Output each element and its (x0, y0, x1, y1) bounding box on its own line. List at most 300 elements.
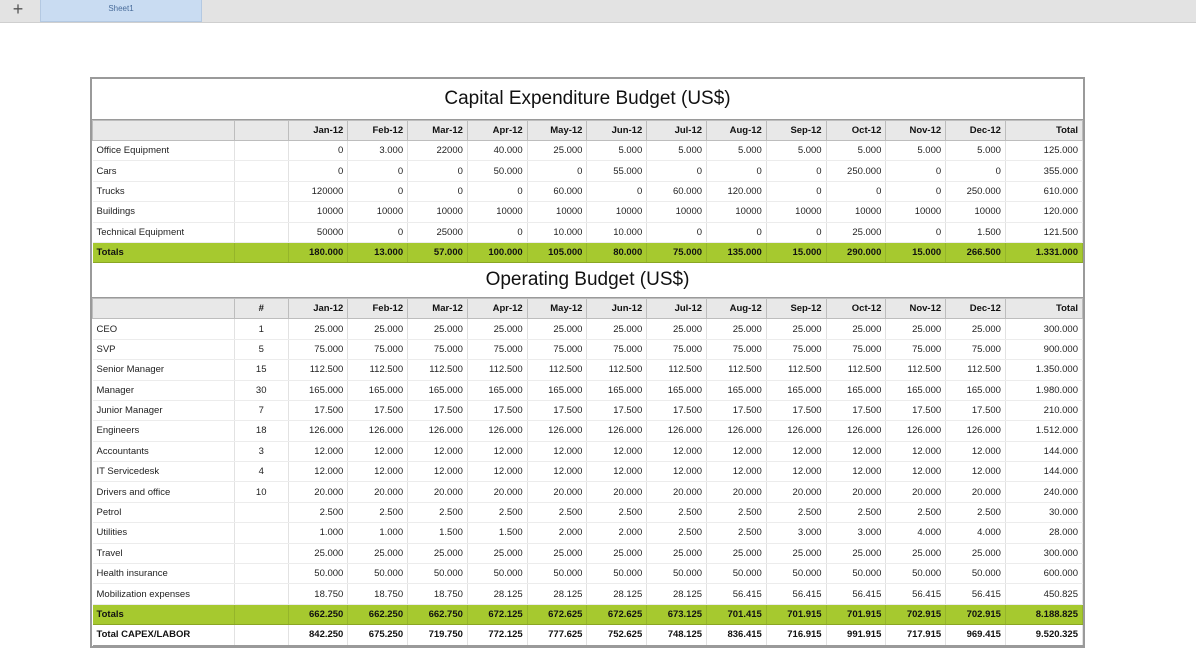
value-cell[interactable]: 50.000 (467, 564, 527, 584)
value-cell[interactable]: 20.000 (886, 482, 946, 502)
row-total-cell[interactable]: 144.000 (1005, 462, 1082, 482)
value-cell[interactable]: 25.000 (707, 543, 767, 563)
value-cell[interactable]: 75.000 (826, 339, 886, 359)
value-cell[interactable]: 290.000 (826, 242, 886, 262)
row-total-cell[interactable]: 300.000 (1005, 319, 1082, 339)
value-cell[interactable]: 50.000 (946, 564, 1006, 584)
row-total-cell[interactable]: 1.350.000 (1005, 360, 1082, 380)
value-cell[interactable]: 25.000 (826, 319, 886, 339)
value-cell[interactable]: 56.415 (826, 584, 886, 604)
value-cell[interactable]: 2.500 (647, 523, 707, 543)
value-cell[interactable]: 0 (886, 181, 946, 201)
row-count-cell[interactable]: 5 (234, 339, 288, 359)
row-total-cell[interactable]: 120.000 (1005, 202, 1082, 222)
value-cell[interactable]: 75.000 (766, 339, 826, 359)
tab-sheet1[interactable]: Sheet1 (40, 0, 202, 22)
value-cell[interactable]: 75.000 (647, 242, 707, 262)
value-cell[interactable]: 20.000 (946, 482, 1006, 502)
row-total-cell[interactable]: 121.500 (1005, 222, 1082, 242)
value-cell[interactable]: 250.000 (826, 161, 886, 181)
value-cell[interactable]: 701.415 (707, 604, 767, 624)
row-label-cell[interactable]: Senior Manager (93, 360, 235, 380)
header-month-cell[interactable]: Jan-12 (288, 299, 348, 319)
row-count-cell[interactable] (234, 523, 288, 543)
value-cell[interactable]: 5.000 (766, 141, 826, 161)
row-count-cell[interactable] (234, 604, 288, 624)
value-cell[interactable]: 180.000 (288, 242, 348, 262)
value-cell[interactable]: 12.000 (707, 441, 767, 461)
value-cell[interactable]: 25.000 (647, 319, 707, 339)
value-cell[interactable]: 75.000 (467, 339, 527, 359)
value-cell[interactable]: 25.000 (408, 543, 468, 563)
value-cell[interactable]: 5.000 (886, 141, 946, 161)
value-cell[interactable]: 12.000 (288, 441, 348, 461)
header-month-cell[interactable]: Sep-12 (766, 121, 826, 141)
value-cell[interactable]: 2.500 (288, 502, 348, 522)
value-cell[interactable]: 50.000 (408, 564, 468, 584)
value-cell[interactable]: 0 (766, 161, 826, 181)
header-count-cell[interactable] (234, 121, 288, 141)
value-cell[interactable]: 17.500 (826, 400, 886, 420)
value-cell[interactable]: 25.000 (348, 319, 408, 339)
value-cell[interactable]: 2.500 (766, 502, 826, 522)
row-total-cell[interactable]: 450.825 (1005, 584, 1082, 604)
row-count-cell[interactable] (234, 161, 288, 181)
value-cell[interactable]: 135.000 (707, 242, 767, 262)
value-cell[interactable]: 20.000 (587, 482, 647, 502)
value-cell[interactable]: 662.250 (348, 604, 408, 624)
value-cell[interactable]: 25.000 (348, 543, 408, 563)
row-label-cell[interactable]: Accountants (93, 441, 235, 461)
value-cell[interactable]: 60.000 (647, 181, 707, 201)
value-cell[interactable]: 10.000 (527, 222, 587, 242)
header-month-cell[interactable]: Jul-12 (647, 299, 707, 319)
value-cell[interactable]: 17.500 (886, 400, 946, 420)
value-cell[interactable]: 50.000 (288, 564, 348, 584)
value-cell[interactable]: 25.000 (886, 319, 946, 339)
value-cell[interactable]: 0 (348, 161, 408, 181)
value-cell[interactable]: 4.000 (946, 523, 1006, 543)
value-cell[interactable]: 10000 (587, 202, 647, 222)
header-month-cell[interactable]: Sep-12 (766, 299, 826, 319)
value-cell[interactable]: 673.125 (647, 604, 707, 624)
row-total-cell[interactable]: 30.000 (1005, 502, 1082, 522)
value-cell[interactable]: 0 (408, 161, 468, 181)
value-cell[interactable]: 15.000 (886, 242, 946, 262)
value-cell[interactable]: 165.000 (527, 380, 587, 400)
row-label-cell[interactable]: Trucks (93, 181, 235, 201)
value-cell[interactable]: 75.000 (288, 339, 348, 359)
value-cell[interactable]: 10000 (946, 202, 1006, 222)
value-cell[interactable]: 2.500 (886, 502, 946, 522)
value-cell[interactable]: 18.750 (408, 584, 468, 604)
value-cell[interactable]: 2.500 (707, 523, 767, 543)
row-count-cell[interactable] (234, 564, 288, 584)
value-cell[interactable]: 672.625 (587, 604, 647, 624)
value-cell[interactable]: 12.000 (527, 441, 587, 461)
value-cell[interactable]: 0 (467, 181, 527, 201)
row-count-cell[interactable]: 18 (234, 421, 288, 441)
value-cell[interactable]: 5.000 (826, 141, 886, 161)
value-cell[interactable]: 25.000 (826, 222, 886, 242)
value-cell[interactable]: 12.000 (826, 441, 886, 461)
value-cell[interactable]: 2.500 (587, 502, 647, 522)
row-label-cell[interactable]: Totals (93, 604, 235, 624)
value-cell[interactable]: 12.000 (946, 462, 1006, 482)
value-cell[interactable]: 50.000 (886, 564, 946, 584)
value-cell[interactable]: 120000 (288, 181, 348, 201)
value-cell[interactable]: 250.000 (946, 181, 1006, 201)
value-cell[interactable]: 20.000 (826, 482, 886, 502)
value-cell[interactable]: 0 (587, 181, 647, 201)
value-cell[interactable]: 112.500 (647, 360, 707, 380)
value-cell[interactable]: 60.000 (527, 181, 587, 201)
value-cell[interactable]: 10000 (467, 202, 527, 222)
value-cell[interactable]: 18.750 (288, 584, 348, 604)
header-month-cell[interactable]: Jan-12 (288, 121, 348, 141)
row-count-cell[interactable] (234, 543, 288, 563)
value-cell[interactable]: 0 (647, 222, 707, 242)
value-cell[interactable]: 0 (348, 222, 408, 242)
value-cell[interactable]: 126.000 (826, 421, 886, 441)
value-cell[interactable]: 126.000 (467, 421, 527, 441)
header-month-cell[interactable]: Nov-12 (886, 299, 946, 319)
row-label-cell[interactable]: Manager (93, 380, 235, 400)
value-cell[interactable]: 165.000 (408, 380, 468, 400)
value-cell[interactable]: 0 (348, 181, 408, 201)
row-label-cell[interactable]: Travel (93, 543, 235, 563)
row-total-cell[interactable]: 1.512.000 (1005, 421, 1082, 441)
row-label-cell[interactable]: Junior Manager (93, 400, 235, 420)
value-cell[interactable]: 75.000 (647, 339, 707, 359)
value-cell[interactable]: 17.500 (288, 400, 348, 420)
value-cell[interactable]: 112.500 (587, 360, 647, 380)
value-cell[interactable]: 3.000 (766, 523, 826, 543)
value-cell[interactable]: 701.915 (766, 604, 826, 624)
value-cell[interactable]: 165.000 (886, 380, 946, 400)
value-cell[interactable]: 18.750 (348, 584, 408, 604)
value-cell[interactable]: 752.625 (587, 625, 647, 645)
value-cell[interactable]: 20.000 (527, 482, 587, 502)
value-cell[interactable]: 20.000 (707, 482, 767, 502)
value-cell[interactable]: 50.000 (826, 564, 886, 584)
value-cell[interactable]: 5.000 (647, 141, 707, 161)
value-cell[interactable]: 112.500 (946, 360, 1006, 380)
value-cell[interactable]: 25.000 (647, 543, 707, 563)
value-cell[interactable]: 12.000 (348, 441, 408, 461)
header-month-cell[interactable]: Mar-12 (408, 121, 468, 141)
value-cell[interactable]: 0 (946, 161, 1006, 181)
value-cell[interactable]: 672.625 (527, 604, 587, 624)
row-total-cell[interactable]: 28.000 (1005, 523, 1082, 543)
value-cell[interactable]: 1.500 (408, 523, 468, 543)
header-month-cell[interactable]: Aug-12 (707, 121, 767, 141)
value-cell[interactable]: 2.500 (707, 502, 767, 522)
value-cell[interactable]: 25.000 (587, 319, 647, 339)
value-cell[interactable]: 10000 (288, 202, 348, 222)
value-cell[interactable]: 0 (288, 161, 348, 181)
value-cell[interactable]: 55.000 (587, 161, 647, 181)
row-total-cell[interactable]: 240.000 (1005, 482, 1082, 502)
value-cell[interactable]: 12.000 (587, 441, 647, 461)
value-cell[interactable]: 25.000 (946, 543, 1006, 563)
row-label-cell[interactable]: Totals (93, 242, 235, 262)
value-cell[interactable]: 672.125 (467, 604, 527, 624)
value-cell[interactable]: 17.500 (527, 400, 587, 420)
value-cell[interactable]: 126.000 (587, 421, 647, 441)
row-total-cell[interactable]: 610.000 (1005, 181, 1082, 201)
value-cell[interactable]: 25.000 (467, 319, 527, 339)
row-count-cell[interactable] (234, 181, 288, 201)
value-cell[interactable]: 2.000 (527, 523, 587, 543)
value-cell[interactable]: 1.500 (946, 222, 1006, 242)
value-cell[interactable]: 0 (707, 222, 767, 242)
value-cell[interactable]: 701.915 (826, 604, 886, 624)
value-cell[interactable]: 0 (766, 222, 826, 242)
value-cell[interactable]: 1.500 (467, 523, 527, 543)
value-cell[interactable]: 2.500 (946, 502, 1006, 522)
row-total-cell[interactable]: 300.000 (1005, 543, 1082, 563)
value-cell[interactable]: 25000 (408, 222, 468, 242)
value-cell[interactable]: 662.750 (408, 604, 468, 624)
row-label-cell[interactable]: Office Equipment (93, 141, 235, 161)
row-total-cell[interactable]: 144.000 (1005, 441, 1082, 461)
row-count-cell[interactable] (234, 202, 288, 222)
value-cell[interactable]: 772.125 (467, 625, 527, 645)
value-cell[interactable]: 0 (647, 161, 707, 181)
value-cell[interactable]: 20.000 (348, 482, 408, 502)
value-cell[interactable]: 2.500 (826, 502, 886, 522)
row-total-cell[interactable]: 1.980.000 (1005, 380, 1082, 400)
value-cell[interactable]: 12.000 (408, 441, 468, 461)
value-cell[interactable]: 165.000 (766, 380, 826, 400)
value-cell[interactable]: 75.000 (408, 339, 468, 359)
value-cell[interactable]: 25.000 (826, 543, 886, 563)
value-cell[interactable]: 0 (886, 222, 946, 242)
value-cell[interactable]: 28.125 (587, 584, 647, 604)
value-cell[interactable]: 165.000 (467, 380, 527, 400)
value-cell[interactable]: 25.000 (587, 543, 647, 563)
value-cell[interactable]: 28.125 (647, 584, 707, 604)
value-cell[interactable]: 20.000 (467, 482, 527, 502)
value-cell[interactable]: 12.000 (408, 462, 468, 482)
value-cell[interactable]: 165.000 (348, 380, 408, 400)
value-cell[interactable]: 126.000 (647, 421, 707, 441)
value-cell[interactable]: 0 (826, 181, 886, 201)
row-total-cell[interactable]: 8.188.825 (1005, 604, 1082, 624)
row-count-cell[interactable]: 1 (234, 319, 288, 339)
value-cell[interactable]: 165.000 (707, 380, 767, 400)
value-cell[interactable]: 40.000 (467, 141, 527, 161)
value-cell[interactable]: 165.000 (946, 380, 1006, 400)
value-cell[interactable]: 56.415 (707, 584, 767, 604)
value-cell[interactable]: 12.000 (647, 462, 707, 482)
value-cell[interactable]: 20.000 (408, 482, 468, 502)
value-cell[interactable]: 12.000 (467, 462, 527, 482)
value-cell[interactable]: 112.500 (348, 360, 408, 380)
row-total-cell[interactable]: 125.000 (1005, 141, 1082, 161)
value-cell[interactable]: 112.500 (766, 360, 826, 380)
value-cell[interactable]: 25.000 (288, 319, 348, 339)
value-cell[interactable]: 112.500 (467, 360, 527, 380)
header-month-cell[interactable]: Apr-12 (467, 121, 527, 141)
value-cell[interactable]: 25.000 (527, 141, 587, 161)
value-cell[interactable]: 25.000 (886, 543, 946, 563)
value-cell[interactable]: 25.000 (766, 319, 826, 339)
value-cell[interactable]: 120.000 (707, 181, 767, 201)
value-cell[interactable]: 100.000 (467, 242, 527, 262)
value-cell[interactable]: 75.000 (587, 339, 647, 359)
value-cell[interactable]: 0 (408, 181, 468, 201)
value-cell[interactable]: 3.000 (348, 141, 408, 161)
row-total-cell[interactable]: 9.520.325 (1005, 625, 1082, 645)
row-label-cell[interactable]: Utilities (93, 523, 235, 543)
value-cell[interactable]: 0 (886, 161, 946, 181)
row-count-cell[interactable] (234, 584, 288, 604)
value-cell[interactable]: 266.500 (946, 242, 1006, 262)
value-cell[interactable]: 10000 (886, 202, 946, 222)
value-cell[interactable]: 25.000 (467, 543, 527, 563)
row-count-cell[interactable] (234, 242, 288, 262)
value-cell[interactable]: 126.000 (946, 421, 1006, 441)
value-cell[interactable]: 50.000 (527, 564, 587, 584)
header-month-cell[interactable]: Jun-12 (587, 121, 647, 141)
header-month-cell[interactable]: Feb-12 (348, 121, 408, 141)
value-cell[interactable]: 50.000 (707, 564, 767, 584)
value-cell[interactable]: 777.625 (527, 625, 587, 645)
row-total-cell[interactable]: 1.331.000 (1005, 242, 1082, 262)
value-cell[interactable]: 50.000 (467, 161, 527, 181)
header-month-cell[interactable]: Aug-12 (707, 299, 767, 319)
row-total-cell[interactable]: 900.000 (1005, 339, 1082, 359)
value-cell[interactable]: 17.500 (467, 400, 527, 420)
value-cell[interactable]: 5.000 (707, 141, 767, 161)
header-total-cell[interactable]: Total (1005, 121, 1082, 141)
value-cell[interactable]: 25.000 (766, 543, 826, 563)
value-cell[interactable]: 1.000 (288, 523, 348, 543)
header-month-cell[interactable]: Dec-12 (946, 121, 1006, 141)
value-cell[interactable]: 719.750 (408, 625, 468, 645)
row-total-cell[interactable]: 600.000 (1005, 564, 1082, 584)
value-cell[interactable]: 25.000 (288, 543, 348, 563)
value-cell[interactable]: 112.500 (408, 360, 468, 380)
value-cell[interactable]: 13.000 (348, 242, 408, 262)
value-cell[interactable]: 0 (766, 181, 826, 201)
row-count-cell[interactable] (234, 222, 288, 242)
value-cell[interactable]: 0 (467, 222, 527, 242)
row-label-cell[interactable]: Total CAPEX/LABOR (93, 625, 235, 645)
value-cell[interactable]: 0 (707, 161, 767, 181)
value-cell[interactable]: 748.125 (647, 625, 707, 645)
value-cell[interactable]: 2.000 (587, 523, 647, 543)
row-label-cell[interactable]: Engineers (93, 421, 235, 441)
value-cell[interactable]: 25.000 (408, 319, 468, 339)
value-cell[interactable]: 12.000 (527, 462, 587, 482)
value-cell[interactable]: 165.000 (826, 380, 886, 400)
row-label-cell[interactable]: Cars (93, 161, 235, 181)
value-cell[interactable]: 20.000 (288, 482, 348, 502)
value-cell[interactable]: 22000 (408, 141, 468, 161)
value-cell[interactable]: 2.500 (408, 502, 468, 522)
value-cell[interactable]: 2.500 (467, 502, 527, 522)
value-cell[interactable]: 12.000 (647, 441, 707, 461)
row-label-cell[interactable]: Technical Equipment (93, 222, 235, 242)
header-month-cell[interactable]: Oct-12 (826, 299, 886, 319)
value-cell[interactable]: 10000 (707, 202, 767, 222)
value-cell[interactable]: 126.000 (288, 421, 348, 441)
value-cell[interactable]: 112.500 (527, 360, 587, 380)
value-cell[interactable]: 50.000 (766, 564, 826, 584)
value-cell[interactable]: 50.000 (587, 564, 647, 584)
value-cell[interactable]: 12.000 (348, 462, 408, 482)
value-cell[interactable]: 126.000 (348, 421, 408, 441)
row-label-cell[interactable]: Mobilization expenses (93, 584, 235, 604)
value-cell[interactable]: 20.000 (647, 482, 707, 502)
value-cell[interactable]: 112.500 (707, 360, 767, 380)
value-cell[interactable]: 17.500 (587, 400, 647, 420)
header-label-cell[interactable] (93, 121, 235, 141)
value-cell[interactable]: 165.000 (647, 380, 707, 400)
value-cell[interactable]: 75.000 (348, 339, 408, 359)
value-cell[interactable]: 5.000 (946, 141, 1006, 161)
value-cell[interactable]: 717.915 (886, 625, 946, 645)
value-cell[interactable]: 56.415 (766, 584, 826, 604)
value-cell[interactable]: 25.000 (527, 543, 587, 563)
header-label-cell[interactable] (93, 299, 235, 319)
value-cell[interactable]: 12.000 (946, 441, 1006, 461)
value-cell[interactable]: 56.415 (886, 584, 946, 604)
row-label-cell[interactable]: Petrol (93, 502, 235, 522)
value-cell[interactable]: 17.500 (766, 400, 826, 420)
value-cell[interactable]: 112.500 (288, 360, 348, 380)
value-cell[interactable]: 4.000 (886, 523, 946, 543)
value-cell[interactable]: 969.415 (946, 625, 1006, 645)
value-cell[interactable]: 165.000 (587, 380, 647, 400)
value-cell[interactable]: 20.000 (766, 482, 826, 502)
value-cell[interactable]: 10.000 (587, 222, 647, 242)
value-cell[interactable]: 0 (527, 161, 587, 181)
value-cell[interactable]: 28.125 (527, 584, 587, 604)
value-cell[interactable]: 12.000 (766, 462, 826, 482)
row-count-cell[interactable]: 4 (234, 462, 288, 482)
value-cell[interactable]: 10000 (826, 202, 886, 222)
header-month-cell[interactable]: Dec-12 (946, 299, 1006, 319)
row-label-cell[interactable]: Drivers and office (93, 482, 235, 502)
row-count-cell[interactable]: 10 (234, 482, 288, 502)
value-cell[interactable]: 57.000 (408, 242, 468, 262)
value-cell[interactable]: 25.000 (707, 319, 767, 339)
value-cell[interactable]: 2.500 (527, 502, 587, 522)
row-label-cell[interactable]: IT Servicedesk (93, 462, 235, 482)
value-cell[interactable]: 716.915 (766, 625, 826, 645)
row-count-cell[interactable] (234, 141, 288, 161)
value-cell[interactable]: 17.500 (946, 400, 1006, 420)
value-cell[interactable]: 12.000 (766, 441, 826, 461)
value-cell[interactable]: 836.415 (707, 625, 767, 645)
header-month-cell[interactable]: Apr-12 (467, 299, 527, 319)
value-cell[interactable]: 126.000 (707, 421, 767, 441)
value-cell[interactable]: 126.000 (886, 421, 946, 441)
value-cell[interactable]: 12.000 (826, 462, 886, 482)
value-cell[interactable]: 28.125 (467, 584, 527, 604)
header-month-cell[interactable]: Feb-12 (348, 299, 408, 319)
value-cell[interactable]: 126.000 (408, 421, 468, 441)
value-cell[interactable]: 75.000 (527, 339, 587, 359)
row-label-cell[interactable]: Buildings (93, 202, 235, 222)
value-cell[interactable]: 25.000 (527, 319, 587, 339)
value-cell[interactable]: 10000 (348, 202, 408, 222)
value-cell[interactable]: 105.000 (527, 242, 587, 262)
